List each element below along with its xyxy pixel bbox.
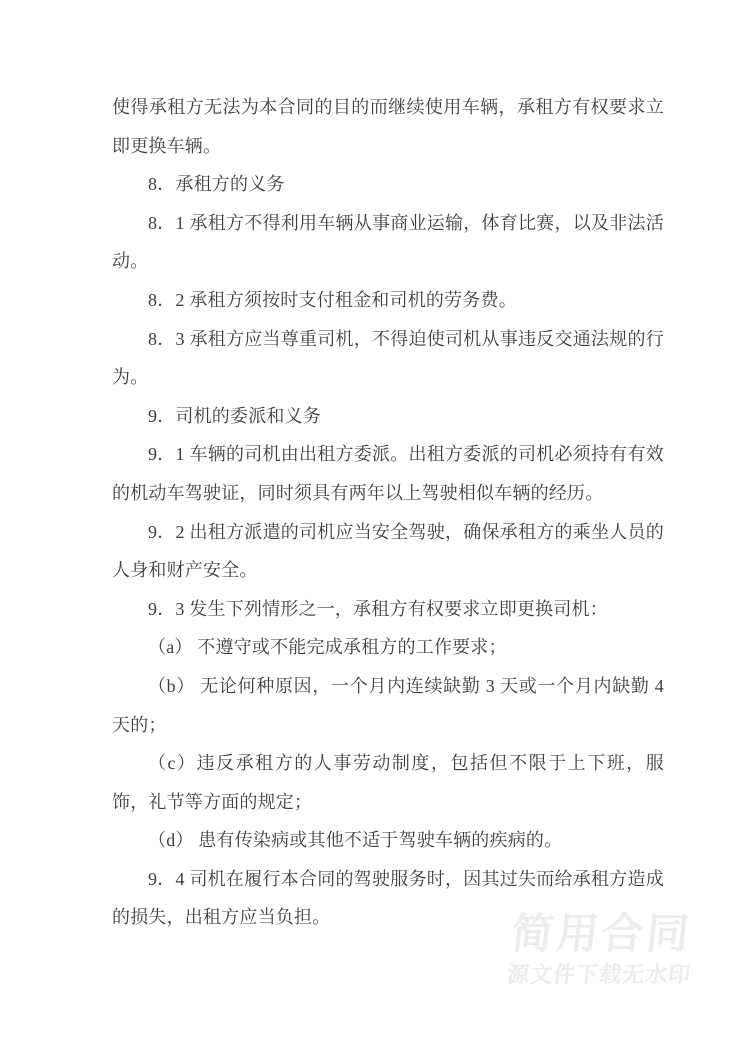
clause-9-heading: 9．司机的委派和义务 xyxy=(148,405,321,426)
site-watermark xyxy=(506,912,698,987)
continuation-text: 使得承租方无法为本合同的目的而继续使用车辆，承租方有权要求立即更换车辆。 xyxy=(112,97,664,156)
contract-body xyxy=(112,88,664,937)
clause-8-3: 8．3 承租方应当尊重司机，不得迫使司机从事违反交通法规的行为。 xyxy=(112,328,664,388)
clause-9-3-item-a: （a） 不遵守或不能完成承租方的工作要求； xyxy=(148,637,507,658)
clause-8-1: 8．1 承租方不得利用车辆从事商业运输，体育比赛，以及非法活动。 xyxy=(112,212,664,272)
clause-9-3-item-b: （b） 无论何种原因，一个月内连续缺勤 3 天或一个月内缺勤 4 天的； xyxy=(112,675,664,735)
clause-9-3-item-d: （d） 患有传染病或其他不适于驾驶车辆的疾病的。 xyxy=(148,830,563,851)
clause-9-4: 9．4 司机在履行本合同的驾驶服务时，因其过失而给承租方造成的损失，出租方应当负担。 xyxy=(112,868,664,928)
clause-9-2: 9．2 出租方派遣的司机应当安全驾驶，确保承租方的乘坐人员的人身和财产安全。 xyxy=(112,521,664,581)
clause-9-1: 9．1 车辆的司机由出租方委派。出租方委派的司机必须持有有效的机动车驾驶证，同时须具有两年以上驾驶相似车辆的经历。 xyxy=(112,444,664,503)
clause-8-heading: 8．承租方的义务 xyxy=(148,174,285,195)
watermark-tagline: 源文件下载无水印 xyxy=(506,962,693,987)
clause-9-3: 9．3 发生下列情形之一，承租方有权要求立即更换司机： xyxy=(148,598,608,619)
clause-8-2: 8．2 承租方须按时支付租金和司机的劳务费。 xyxy=(148,289,517,310)
clause-9-3-item-c: （c）违反承租方的人事劳动制度，包括但不限于上下班，服饰，礼节等方面的规定； xyxy=(112,753,664,812)
watermark-logo-text: 简用合同 xyxy=(509,910,695,957)
